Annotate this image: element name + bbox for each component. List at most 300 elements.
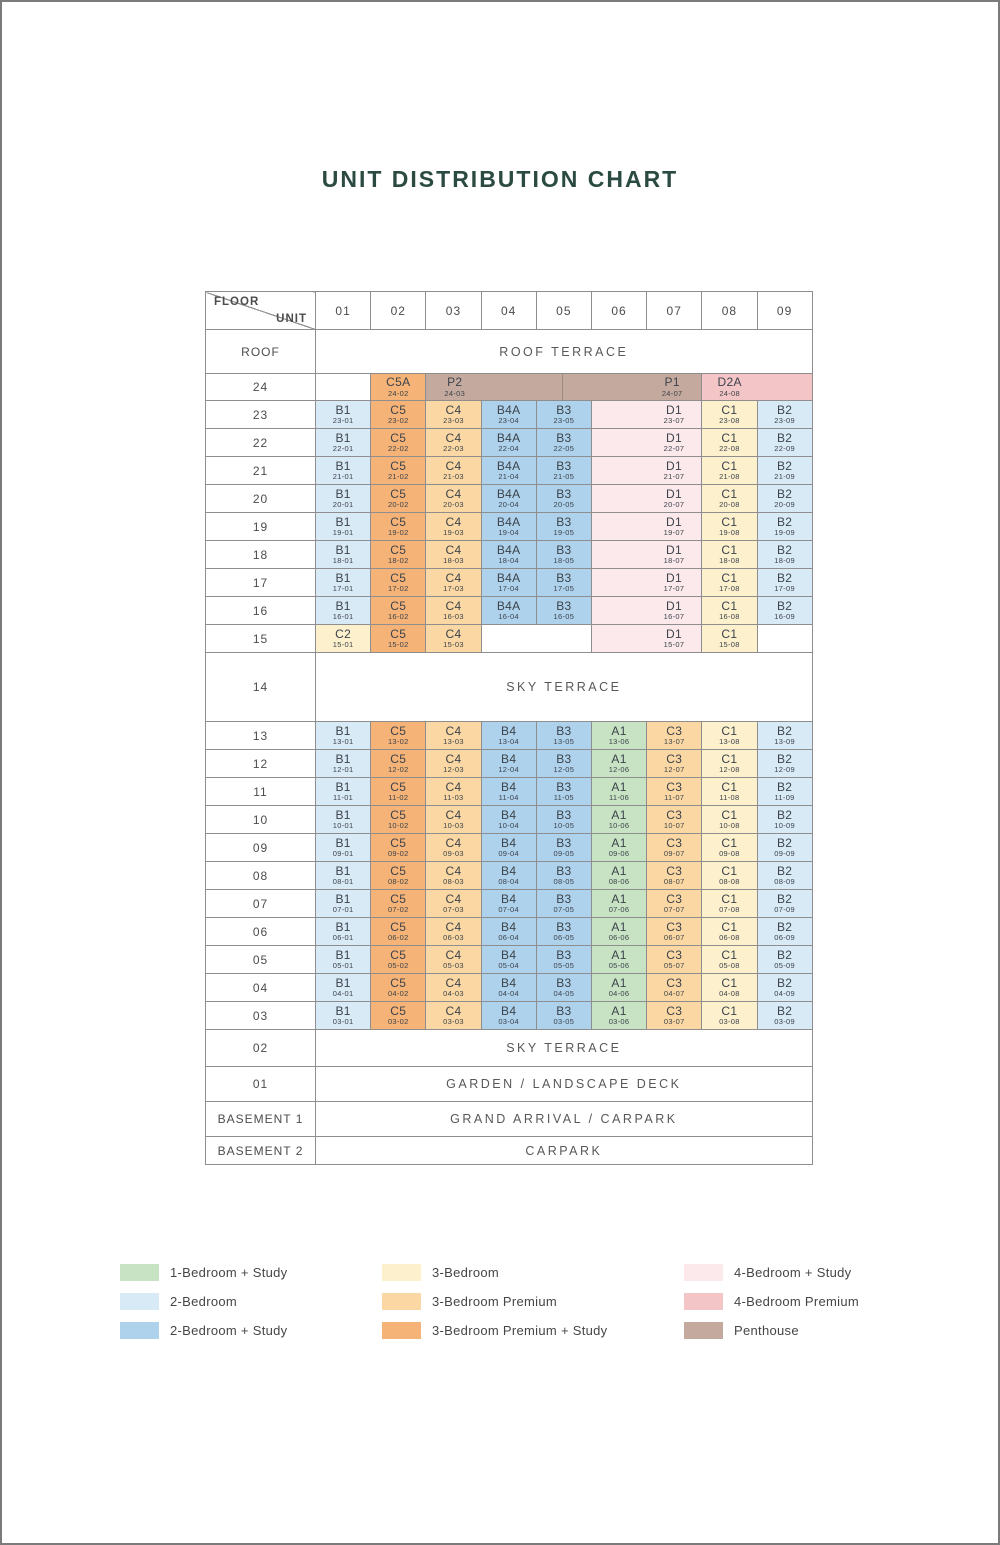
unit-label: [592, 1005, 646, 1027]
unit-type: C1: [721, 779, 738, 794]
unit-label: [702, 544, 756, 566]
unit-label: [316, 572, 370, 594]
unit-number: 24-08: [719, 388, 740, 398]
unit-number: 21-03: [443, 472, 464, 482]
unit-type: B1: [335, 1003, 351, 1018]
unit-type: C4: [445, 919, 462, 934]
unit-cell: [702, 374, 812, 401]
unit-cell: [591, 862, 646, 890]
unit-number: 04-06: [608, 989, 630, 999]
unit-type: C4: [445, 486, 462, 501]
floor-row: [206, 890, 813, 918]
floor-row: [206, 778, 813, 806]
unit-label: [371, 628, 425, 650]
unit-number: 11-08: [719, 793, 740, 803]
floor-row: [206, 1002, 813, 1030]
unit-label: [647, 921, 701, 943]
unit-label: [647, 753, 701, 775]
unit-number: 08-01: [332, 877, 354, 887]
unit-type: B2: [776, 807, 793, 822]
unit-label: [371, 865, 425, 887]
unit-type: B1: [335, 975, 351, 990]
unit-label: [702, 977, 756, 999]
unit-type: B1: [335, 542, 351, 557]
unit-cell: [426, 1002, 481, 1030]
legend-swatch: [382, 1264, 421, 1281]
unit-type: C5: [390, 751, 407, 766]
unit-label: [371, 893, 425, 915]
unit-label: [426, 837, 480, 859]
unit-number: 20-05: [553, 500, 575, 510]
unit-number: 11-04: [498, 793, 519, 803]
unit-label: [647, 725, 701, 747]
unit-cell: [757, 513, 812, 541]
unit-type: C4: [445, 779, 462, 794]
unit-label: [758, 460, 812, 482]
unit-number: 12-02: [387, 765, 409, 775]
unit-cell: [591, 513, 701, 541]
unit-number: 05-05: [553, 961, 575, 971]
unit-cell: [757, 457, 812, 485]
unit-type: C5: [390, 975, 407, 990]
unit-label: [702, 781, 756, 803]
unit-label: [592, 837, 646, 859]
unit-type: A1: [611, 807, 627, 822]
legend-column: [684, 1264, 859, 1339]
unit-label: [371, 921, 425, 943]
unit-label: [316, 809, 370, 831]
unit-label: [482, 977, 536, 999]
floor-row: [206, 330, 813, 374]
unit-label: [702, 488, 756, 510]
unit-cell: [591, 974, 646, 1002]
unit-number: 11-01: [333, 793, 354, 803]
unit-cell: [702, 485, 757, 513]
unit-cell: [316, 485, 371, 513]
header-row: [206, 292, 813, 330]
floor-row: [206, 541, 813, 569]
unit-cell: [371, 485, 426, 513]
unit-cell: [426, 597, 481, 625]
floor-row: [206, 653, 813, 722]
unit-number: 21-08: [719, 472, 740, 482]
unit-cell: [426, 401, 481, 429]
unit-type: C1: [721, 919, 738, 934]
unit-cell: [591, 569, 701, 597]
unit-type: C5: [390, 430, 407, 445]
unit-cell: [481, 722, 536, 750]
unit-number: 19-03: [443, 528, 464, 538]
floor-row: [206, 1102, 813, 1137]
unit-cell: [757, 722, 812, 750]
unit-type: D1: [665, 402, 682, 417]
unit-cell: [481, 750, 536, 778]
unit-type: B2: [776, 402, 793, 417]
unit-type: C1: [721, 751, 738, 766]
unit-cell: [371, 890, 426, 918]
unit-type: B1: [335, 514, 351, 529]
unit-cell: [591, 834, 646, 862]
unit-number: 19-08: [719, 528, 740, 538]
unit-cell: [316, 722, 371, 750]
unit-cell: [316, 541, 371, 569]
unit-number: 18-08: [719, 556, 740, 566]
unit-number: 16-03: [443, 612, 464, 622]
unit-label: [316, 544, 370, 566]
unit-cell: [316, 834, 371, 862]
unit-number: 03-02: [387, 1017, 409, 1027]
unit-type: B2: [776, 779, 793, 794]
unit-number: 18-04: [498, 556, 519, 566]
unit-cell: [536, 485, 591, 513]
unit-label: [482, 544, 536, 566]
unit-number: 10-06: [608, 821, 630, 831]
unit-label: [371, 753, 425, 775]
unit-number: 20-03: [443, 500, 464, 510]
unit-label: [316, 921, 370, 943]
unit-number: 05-08: [719, 961, 740, 971]
unit-cell: [536, 778, 591, 806]
unit-type: B2: [776, 891, 793, 906]
unit-cell: [702, 401, 757, 429]
unit-label: [758, 781, 812, 803]
unit-label: [758, 488, 812, 510]
unit-label: [426, 376, 483, 398]
floor-row: [206, 918, 813, 946]
unit-type: C5: [390, 779, 407, 794]
unit-number: 12-04: [498, 765, 519, 775]
unit-cell: [481, 457, 536, 485]
floor-label: 24: [206, 374, 316, 401]
unit-cell: [647, 946, 702, 974]
unit-number: 12-06: [608, 765, 630, 775]
floor-row: [206, 597, 813, 625]
unit-type: B4A: [496, 402, 521, 417]
floor-banner: ROOF TERRACE: [316, 330, 813, 374]
unit-cell: [371, 401, 426, 429]
unit-label: [592, 781, 646, 803]
unit-type: D1: [665, 430, 682, 445]
legend-item: [120, 1264, 287, 1281]
unit-type: C3: [666, 835, 683, 850]
unit-type: C4: [445, 514, 462, 529]
unit-cell: [481, 597, 536, 625]
legend-swatch: [120, 1322, 159, 1339]
unit-cell: [702, 862, 757, 890]
unit-type: C5: [390, 402, 407, 417]
unit-label: [702, 753, 756, 775]
unit-cell: [371, 946, 426, 974]
unit-type: C5: [390, 1003, 407, 1018]
unit-label: [482, 781, 536, 803]
unit-number: 21-05: [553, 472, 575, 482]
floor-label: 22: [206, 429, 316, 457]
unit-cell: [536, 597, 591, 625]
floor-label: 01: [206, 1067, 316, 1102]
unit-cell: [702, 569, 757, 597]
unit-type: B1: [335, 807, 351, 822]
unit-column-header: 09: [757, 292, 812, 330]
floor-row: [206, 1067, 813, 1102]
unit-type: C1: [721, 402, 738, 417]
unit-number: 24-02: [387, 388, 409, 398]
unit-label: [371, 949, 425, 971]
unit-number: 06-08: [719, 933, 740, 943]
floor-row: [206, 862, 813, 890]
unit-type: B4: [501, 835, 517, 850]
unit-cell: [316, 750, 371, 778]
unit-label: [758, 404, 812, 426]
unit-label: [482, 837, 536, 859]
unit-column-header: 01: [316, 292, 371, 330]
unit-label: [702, 921, 756, 943]
unit-type: B4: [501, 1003, 517, 1018]
unit-type: B2: [776, 542, 793, 557]
unit-type: A1: [611, 947, 627, 962]
unit-label: [537, 893, 591, 915]
unit-number: 08-03: [443, 877, 464, 887]
unit-cell: [591, 541, 701, 569]
unit-cell: [647, 890, 702, 918]
legend-label: 3-Bedroom: [432, 1265, 500, 1280]
legend-item: [120, 1322, 287, 1339]
unit-type: C3: [666, 891, 683, 906]
unit-cell: [371, 806, 426, 834]
unit-type: C5: [390, 626, 407, 641]
unit-label: [316, 949, 370, 971]
unit-cell: [591, 918, 646, 946]
unit-number: 10-02: [387, 821, 409, 831]
unit-type: A1: [611, 919, 627, 934]
floor-banner: SKY TERRACE: [316, 653, 813, 722]
floor-label: 16: [206, 597, 316, 625]
unit-cell: [702, 974, 757, 1002]
unit-type: A1: [611, 975, 627, 990]
unit-type: D1: [665, 598, 682, 613]
unit-cell: [426, 569, 481, 597]
unit-number: 20-01: [332, 500, 354, 510]
unit-label: [537, 753, 591, 775]
unit-label: [647, 600, 702, 622]
unit-number: 17-02: [387, 584, 409, 594]
legend-label: 3-Bedroom Premium + Study: [432, 1323, 608, 1338]
unit-cell: [591, 625, 701, 653]
unit-label: [702, 809, 756, 831]
unit-label: [426, 893, 480, 915]
unit-cell: [702, 513, 757, 541]
unit-type: C1: [721, 947, 738, 962]
unit-cell: [481, 1002, 536, 1030]
unit-number: 07-09: [774, 905, 795, 915]
unit-cell: [757, 750, 812, 778]
unit-label: [426, 572, 480, 594]
unit-column-header: 04: [481, 292, 536, 330]
unit-label: [592, 949, 646, 971]
legend-swatch: [684, 1322, 723, 1339]
unit-cell: [702, 890, 757, 918]
unit-number: 17-05: [553, 584, 575, 594]
unit-type: B2: [776, 723, 793, 738]
empty-cell: [757, 625, 812, 653]
unit-label: [537, 725, 591, 747]
legend-item: [382, 1293, 607, 1310]
unit-number: 05-01: [332, 961, 354, 971]
unit-number: 05-06: [608, 961, 630, 971]
unit-cell: [371, 429, 426, 457]
unit-label: [702, 725, 756, 747]
unit-type: B3: [556, 458, 572, 473]
unit-type: C3: [666, 919, 683, 934]
unit-type: C5: [390, 863, 407, 878]
unit-label: [758, 949, 812, 971]
unit-type: A1: [611, 779, 627, 794]
unit-type: A1: [611, 723, 627, 738]
unit-number: 05-02: [387, 961, 409, 971]
legend-item: [382, 1264, 607, 1281]
unit-number: 21-02: [387, 472, 409, 482]
unit-number: 06-01: [332, 933, 354, 943]
unit-cell: [371, 750, 426, 778]
floor-label: 18: [206, 541, 316, 569]
unit-cell: [702, 1002, 757, 1030]
unit-type: C5A: [386, 375, 411, 390]
unit-cell: [536, 750, 591, 778]
unit-type: A1: [611, 863, 627, 878]
unit-cell: [316, 918, 371, 946]
unit-type: B2: [776, 751, 793, 766]
unit-number: 05-07: [663, 961, 685, 971]
unit-cell: [591, 890, 646, 918]
unit-number: 16-05: [553, 612, 575, 622]
unit-label: [702, 865, 756, 887]
unit-cell: [591, 485, 701, 513]
unit-label: [537, 572, 591, 594]
unit-number: 04-05: [553, 989, 575, 999]
unit-type: C1: [721, 458, 738, 473]
unit-number: 09-03: [443, 849, 464, 859]
unit-label: [592, 753, 646, 775]
unit-type: C4: [445, 835, 462, 850]
corner-cell: [206, 292, 316, 330]
unit-type: C5: [390, 598, 407, 613]
floor-row: [206, 485, 813, 513]
unit-cell: [647, 722, 702, 750]
legend-item: [120, 1293, 287, 1310]
unit-number: 13-02: [387, 737, 409, 747]
legend-swatch: [684, 1293, 723, 1310]
unit-number: 21-09: [774, 472, 795, 482]
unit-type: C4: [445, 570, 462, 585]
unit-number: 17-04: [498, 584, 519, 594]
unit-cell: [481, 806, 536, 834]
unit-number: 11-05: [553, 793, 574, 803]
unit-cell: [371, 541, 426, 569]
unit-cell: [757, 918, 812, 946]
unit-label: [758, 600, 812, 622]
floor-row: [206, 722, 813, 750]
unit-label: [371, 544, 425, 566]
unit-type: C1: [721, 430, 738, 445]
unit-number: 23-04: [498, 416, 519, 426]
unit-label: [482, 725, 536, 747]
unit-type: A1: [611, 891, 627, 906]
floor-label: 15: [206, 625, 316, 653]
unit-number: 23-07: [663, 416, 685, 426]
unit-label: [426, 781, 480, 803]
unit-cell: [481, 429, 536, 457]
unit-number: 10-03: [443, 821, 464, 831]
unit-type: B1: [335, 402, 351, 417]
unit-cell: [426, 750, 481, 778]
unit-label: [537, 781, 591, 803]
unit-type: B4A: [496, 458, 521, 473]
unit-label: [426, 628, 480, 650]
unit-label: [758, 977, 812, 999]
unit-type: C1: [721, 570, 738, 585]
unit-number: 04-02: [387, 989, 409, 999]
unit-label: [592, 893, 646, 915]
unit-number: 16-09: [774, 612, 795, 622]
legend-label: 4-Bedroom Premium: [734, 1294, 860, 1309]
unit-label: [537, 809, 591, 831]
unit-label: [758, 753, 812, 775]
floor-label: BASEMENT 2: [206, 1137, 316, 1165]
unit-number: 11-03: [443, 793, 464, 803]
floor-row: [206, 625, 813, 653]
unit-cell: [757, 485, 812, 513]
unit-label: [537, 404, 591, 426]
unit-type: B3: [556, 863, 572, 878]
unit-type: D1: [665, 486, 682, 501]
floor-label: 12: [206, 750, 316, 778]
legend-item: [382, 1322, 607, 1339]
unit-number: 09-06: [608, 849, 630, 859]
unit-number: 22-07: [663, 444, 685, 454]
unit-type: B3: [556, 570, 572, 585]
unit-label: [316, 404, 370, 426]
unit-number: 12-09: [774, 765, 795, 775]
floor-label: 04: [206, 974, 316, 1002]
unit-label: [482, 893, 536, 915]
unit-label: [482, 753, 536, 775]
unit-number: 03-04: [498, 1017, 519, 1027]
unit-type: B1: [335, 919, 351, 934]
unit-type: B4A: [496, 514, 521, 529]
unit-type: B3: [556, 486, 572, 501]
unit-type: B3: [556, 779, 572, 794]
unit-type: C5: [390, 542, 407, 557]
unit-number: 12-08: [719, 765, 740, 775]
unit-number: 07-03: [443, 905, 464, 915]
floor-row: [206, 374, 813, 401]
unit-number: 08-06: [608, 877, 630, 887]
unit-type: B4: [501, 919, 517, 934]
unit-cell: [536, 722, 591, 750]
unit-cell: [426, 722, 481, 750]
unit-cell: [591, 457, 701, 485]
unit-label: [647, 460, 702, 482]
floor-label: 13: [206, 722, 316, 750]
unit-type: B2: [776, 863, 793, 878]
unit-label: [702, 949, 756, 971]
unit-number: 13-01: [332, 737, 354, 747]
unit-label: [702, 376, 757, 398]
unit-type: C3: [666, 1003, 683, 1018]
unit-label: [537, 949, 591, 971]
corner-floor-label: FLOOR: [214, 296, 260, 308]
unit-number: 22-01: [332, 444, 354, 454]
unit-type: C4: [445, 947, 462, 962]
